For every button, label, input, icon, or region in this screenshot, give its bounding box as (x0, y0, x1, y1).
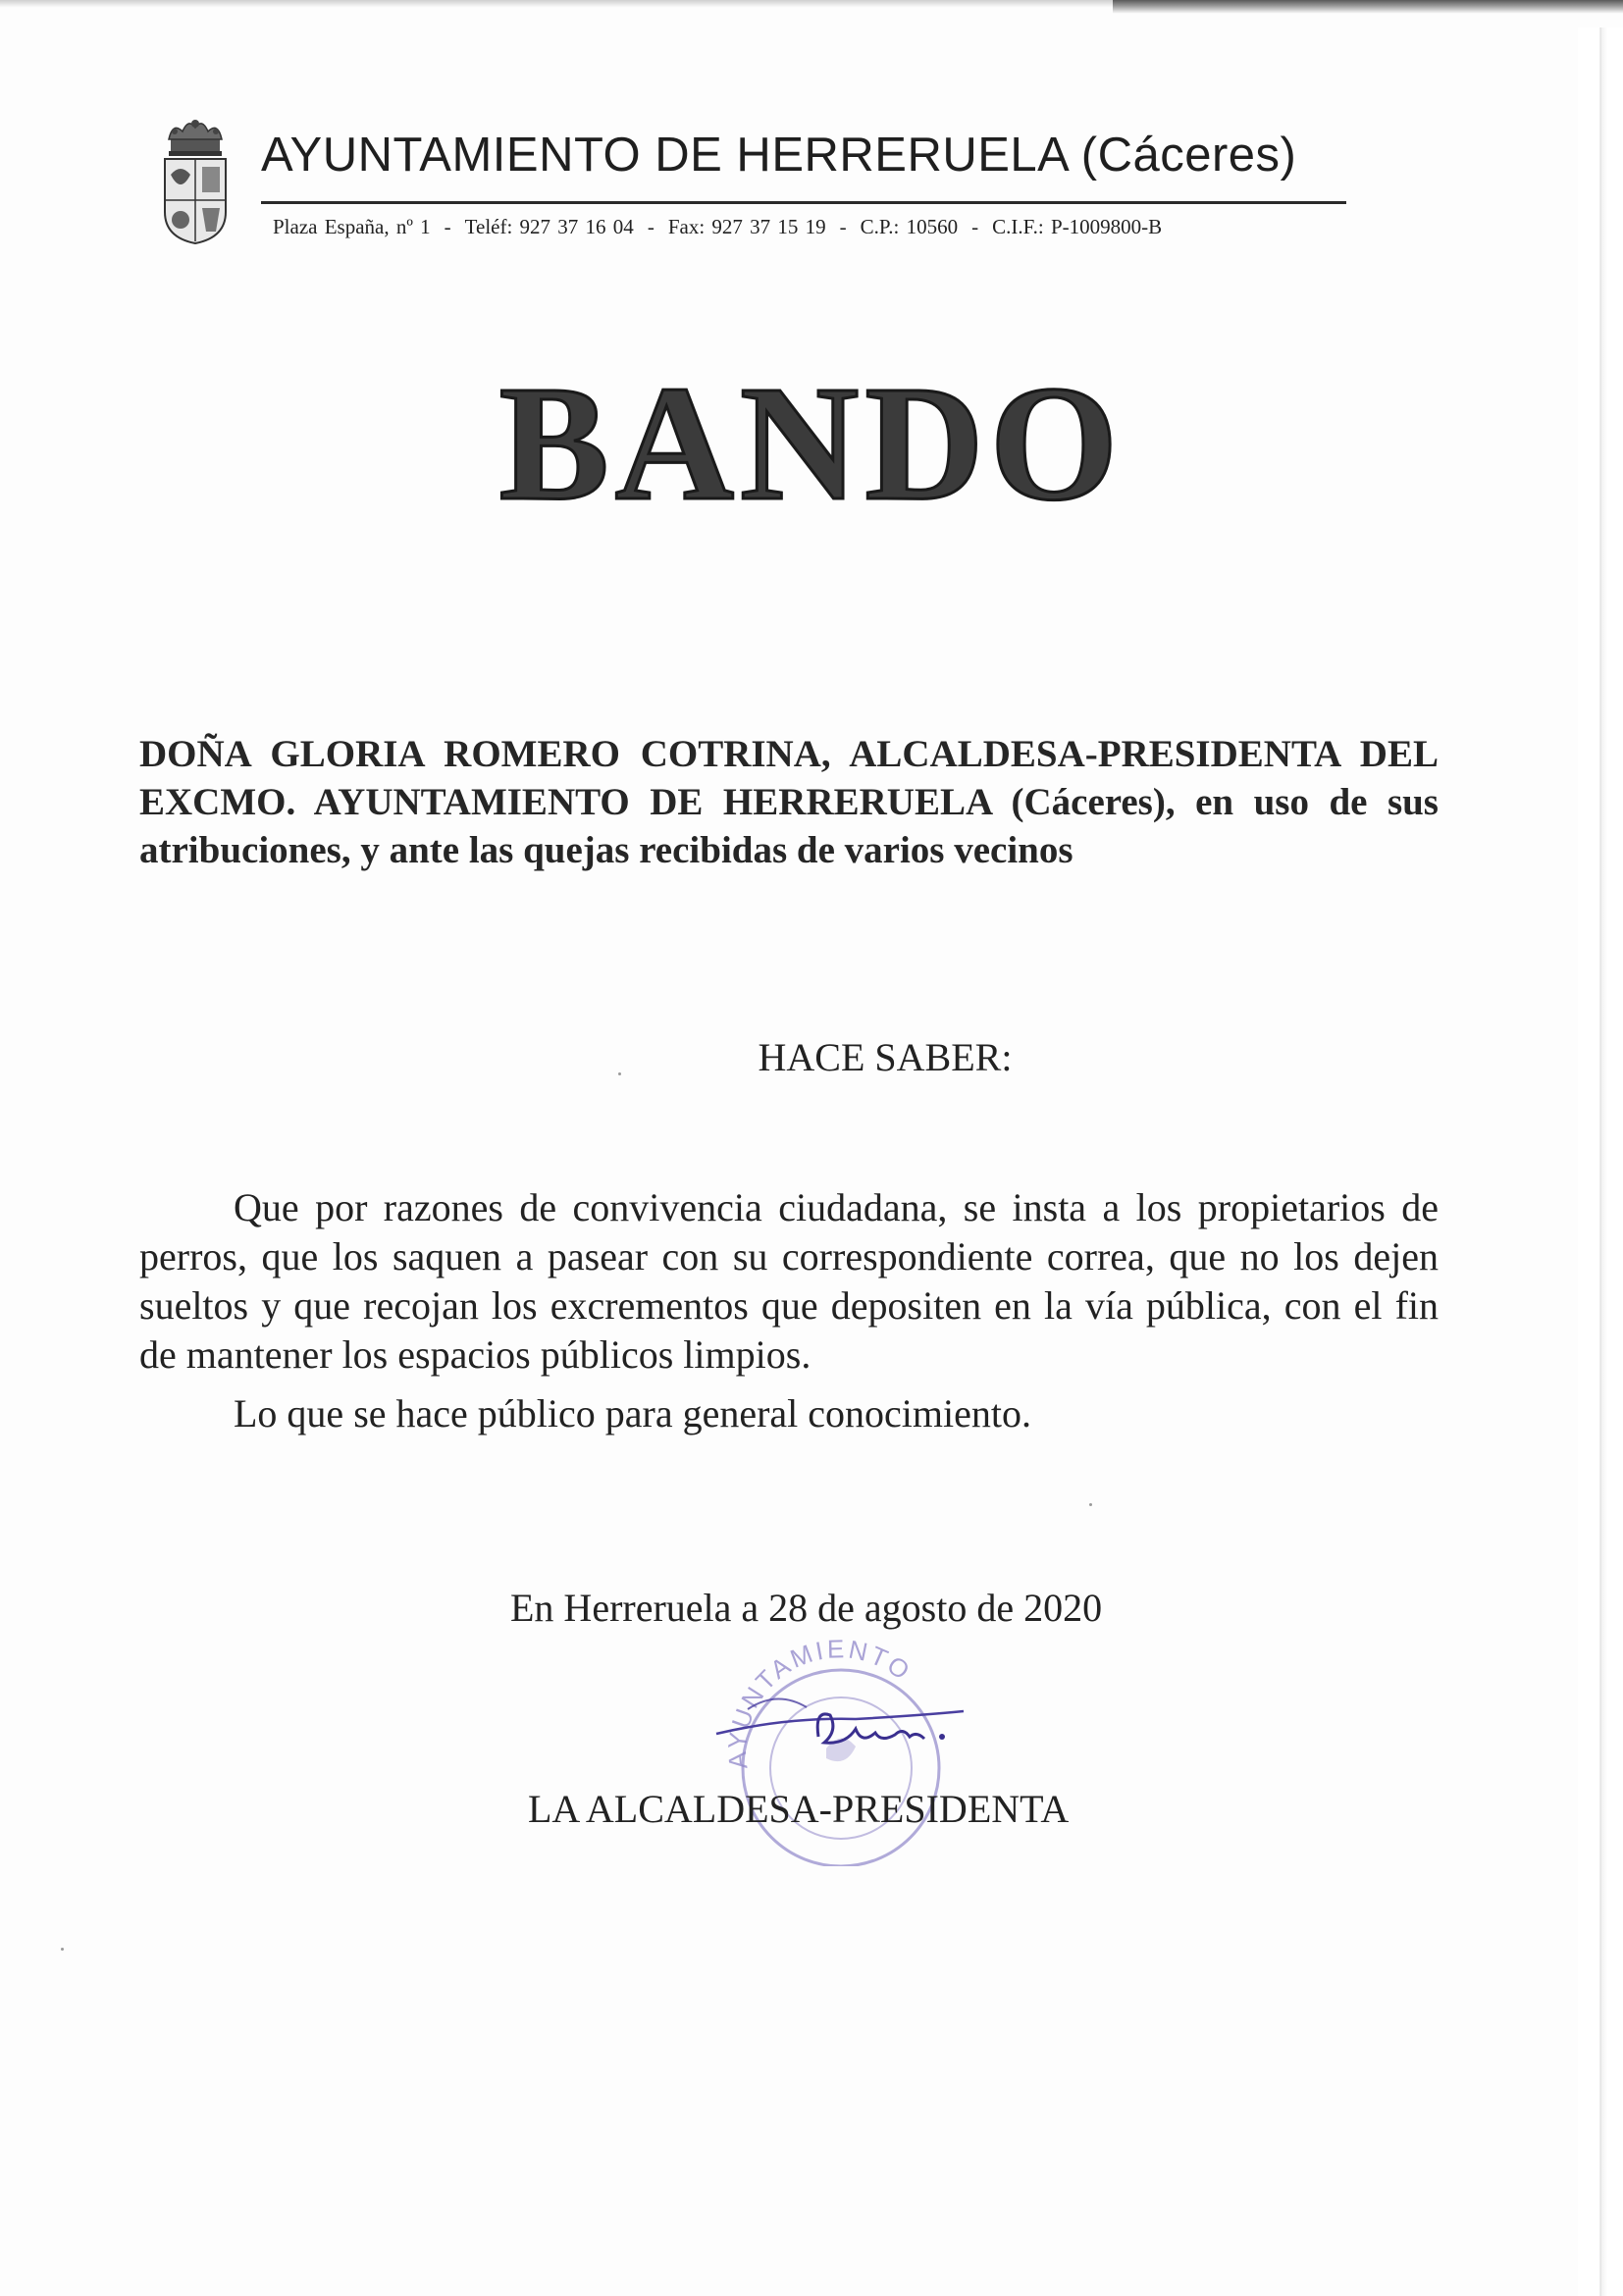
scan-speck (1089, 1503, 1092, 1506)
svg-text:AYUNTAMIENTO (722, 1634, 917, 1770)
postal-code-text: C.P.: 10560 (860, 215, 959, 238)
document-title: BANDO (498, 352, 1125, 535)
header-divider (261, 201, 1346, 204)
fax-text: Fax: 927 37 15 19 (667, 215, 826, 238)
signer-title: LA ALCALDESA-PRESIDENTA (528, 1787, 1070, 1831)
municipal-coat-of-arms-icon (159, 118, 232, 245)
place-date-line: En Herreruela a 28 de agosto de 2020 (510, 1586, 1103, 1630)
declarant-paragraph: DOÑA GLORIA ROMERO COTRINA, ALCALDESA-PRESIDENTA DEL EXCMO. AYUNTAMIENTO DE HERRERUELA (Cáceres), en uso de sus atribuciones, y ante las quejas recibidas de varios vecinos (139, 733, 1439, 871)
organization-contact-line: Plaza España, nº 1 - Teléf: 927 37 16 04 - Fax: 927 37 15 19 - C.P.: 10560 - C.I.F.: P-1009800-B (273, 215, 1163, 238)
stamp-text: AYUNTAMIENTO (721, 1634, 918, 1771)
scan-edge-top-right (1113, 0, 1623, 14)
body-paragraph: Que por razones de convivencia ciudadana, se insta a los propietarios de perros, que los saquen a pasear con su correspondiente correa, que no los dejen sueltos y que recojan los excrementos que depositen en la vía pública, con el fin de mantener los espacios públicos limpios. (139, 1185, 1439, 1377)
announcement-heading: HACE SABER: (758, 1035, 1013, 1079)
scan-speck (61, 1948, 64, 1951)
organization-title: AYUNTAMIENTO DE HERRERUELA (Cáceres) (261, 129, 1297, 182)
scan-speck (618, 1072, 621, 1075)
address-text: Plaza España, nº 1 (273, 215, 431, 238)
closing-paragraph: Lo que se hace público para general conocimiento. (234, 1391, 1031, 1435)
body-section (139, 1183, 1439, 1438)
phone-text: Teléf: 927 37 16 04 (464, 215, 634, 238)
tax-id-text: C.I.F.: P-1009800-B (992, 215, 1163, 238)
